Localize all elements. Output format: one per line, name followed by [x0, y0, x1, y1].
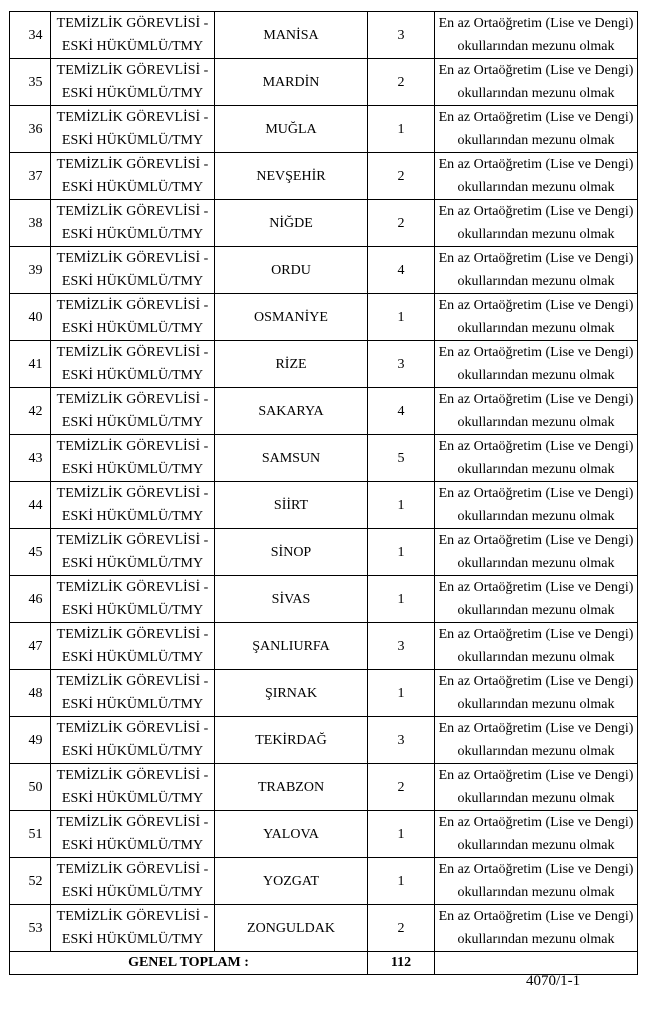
position-title [51, 247, 215, 294]
requirement-line2: okullarından mezunu olmak [457, 603, 615, 618]
education-requirement [435, 59, 638, 106]
row-number: 48 [10, 670, 51, 717]
requirement-line2: okullarından mezunu olmak [457, 415, 615, 430]
position-count: 3 [368, 623, 435, 670]
requirement-line2: okullarından mezunu olmak [457, 838, 615, 853]
position-title [51, 200, 215, 247]
position-title-line1: TEMİZLİK GÖREVLİSİ - [56, 392, 209, 407]
requirement-line1: En az Ortaöğretim (Lise ve Dengi) [438, 63, 634, 78]
requirement-line2: okullarından mezunu olmak [457, 86, 615, 101]
table-row [10, 294, 638, 341]
total-label: GENEL TOPLAM : [10, 952, 368, 975]
requirement-line2: okullarından mezunu olmak [457, 509, 615, 524]
position-title [51, 59, 215, 106]
position-count: 3 [368, 341, 435, 388]
requirement-line1: En az Ortaöğretim (Lise ve Dengi) [438, 721, 634, 736]
requirement-line1: En az Ortaöğretim (Lise ve Dengi) [438, 157, 634, 172]
position-title-line1: TEMİZLİK GÖREVLİSİ - [56, 768, 209, 783]
position-count: 3 [368, 717, 435, 764]
requirement-line1: En az Ortaöğretim (Lise ve Dengi) [438, 580, 634, 595]
city-name: SAMSUN [215, 435, 368, 482]
table-row [10, 12, 638, 59]
table-row [10, 858, 638, 905]
position-count: 1 [368, 670, 435, 717]
table-row [10, 576, 638, 623]
position-title [51, 858, 215, 905]
position-count: 2 [368, 59, 435, 106]
position-title-line1: TEMİZLİK GÖREVLİSİ - [56, 110, 209, 125]
position-title-line1: TEMİZLİK GÖREVLİSİ - [56, 439, 209, 454]
position-title [51, 529, 215, 576]
city-name: SİNOP [215, 529, 368, 576]
education-requirement [435, 670, 638, 717]
position-title [51, 623, 215, 670]
education-requirement [435, 482, 638, 529]
position-title-line2: ESKİ HÜKÜMLÜ/TMY [61, 39, 204, 54]
row-number: 40 [10, 294, 51, 341]
position-title-line2: ESKİ HÜKÜMLÜ/TMY [61, 791, 204, 806]
position-title-line1: TEMİZLİK GÖREVLİSİ - [56, 580, 209, 595]
education-requirement [435, 717, 638, 764]
position-title-line2: ESKİ HÜKÜMLÜ/TMY [61, 697, 204, 712]
requirement-line1: En az Ortaöğretim (Lise ve Dengi) [438, 768, 634, 783]
position-title [51, 717, 215, 764]
position-title-line1: TEMİZLİK GÖREVLİSİ - [56, 486, 209, 501]
requirement-line2: okullarından mezunu olmak [457, 650, 615, 665]
position-title-line1: TEMİZLİK GÖREVLİSİ - [56, 627, 209, 642]
position-title [51, 811, 215, 858]
education-requirement [435, 294, 638, 341]
position-count: 1 [368, 858, 435, 905]
table-row [10, 670, 638, 717]
education-requirement [435, 106, 638, 153]
requirement-line2: okullarından mezunu olmak [457, 885, 615, 900]
position-table [9, 11, 638, 975]
position-title [51, 905, 215, 952]
position-title-line1: TEMİZLİK GÖREVLİSİ - [56, 862, 209, 877]
total-row [10, 952, 638, 975]
position-title-line2: ESKİ HÜKÜMLÜ/TMY [61, 556, 204, 571]
requirement-line2: okullarından mezunu olmak [457, 227, 615, 242]
position-title-line2: ESKİ HÜKÜMLÜ/TMY [61, 415, 204, 430]
requirement-line1: En az Ortaöğretim (Lise ve Dengi) [438, 815, 634, 830]
position-title-line2: ESKİ HÜKÜMLÜ/TMY [61, 744, 204, 759]
row-number: 41 [10, 341, 51, 388]
position-title-line1: TEMİZLİK GÖREVLİSİ - [56, 157, 209, 172]
education-requirement [435, 247, 638, 294]
table-row [10, 59, 638, 106]
requirement-line2: okullarından mezunu olmak [457, 744, 615, 759]
position-title-line2: ESKİ HÜKÜMLÜ/TMY [61, 509, 204, 524]
requirement-line2: okullarından mezunu olmak [457, 321, 615, 336]
table-row [10, 388, 638, 435]
city-name: MUĞLA [215, 106, 368, 153]
position-title-line1: TEMİZLİK GÖREVLİSİ - [56, 674, 209, 689]
position-title-line2: ESKİ HÜKÜMLÜ/TMY [61, 650, 204, 665]
position-title-line2: ESKİ HÜKÜMLÜ/TMY [61, 86, 204, 101]
requirement-line1: En az Ortaöğretim (Lise ve Dengi) [438, 627, 634, 642]
position-title-line1: TEMİZLİK GÖREVLİSİ - [56, 16, 209, 31]
table-row [10, 905, 638, 952]
requirement-line1: En az Ortaöğretim (Lise ve Dengi) [438, 204, 634, 219]
position-title-line1: TEMİZLİK GÖREVLİSİ - [56, 204, 209, 219]
city-name: MARDİN [215, 59, 368, 106]
requirement-line1: En az Ortaöğretim (Lise ve Dengi) [438, 298, 634, 313]
position-title-line2: ESKİ HÜKÜMLÜ/TMY [61, 885, 204, 900]
table-row [10, 623, 638, 670]
position-title-line2: ESKİ HÜKÜMLÜ/TMY [61, 368, 204, 383]
position-title-line1: TEMİZLİK GÖREVLİSİ - [56, 815, 209, 830]
total-empty-cell [435, 952, 638, 975]
table-row [10, 482, 638, 529]
requirement-line1: En az Ortaöğretim (Lise ve Dengi) [438, 674, 634, 689]
total-value: 112 [368, 952, 435, 975]
position-title-line1: TEMİZLİK GÖREVLİSİ - [56, 909, 209, 924]
requirement-line1: En az Ortaöğretim (Lise ve Dengi) [438, 533, 634, 548]
position-count: 1 [368, 576, 435, 623]
table-row [10, 717, 638, 764]
position-title-line2: ESKİ HÜKÜMLÜ/TMY [61, 227, 204, 242]
requirement-line1: En az Ortaöğretim (Lise ve Dengi) [438, 16, 634, 31]
position-title-line1: TEMİZLİK GÖREVLİSİ - [56, 63, 209, 78]
position-title-line2: ESKİ HÜKÜMLÜ/TMY [61, 462, 204, 477]
city-name: TEKİRDAĞ [215, 717, 368, 764]
row-number: 47 [10, 623, 51, 670]
position-count: 1 [368, 811, 435, 858]
education-requirement [435, 435, 638, 482]
city-name: ZONGULDAK [215, 905, 368, 952]
position-title-line1: TEMİZLİK GÖREVLİSİ - [56, 721, 209, 736]
position-count: 4 [368, 388, 435, 435]
position-title-line2: ESKİ HÜKÜMLÜ/TMY [61, 321, 204, 336]
row-number: 36 [10, 106, 51, 153]
position-title-line1: TEMİZLİK GÖREVLİSİ - [56, 298, 209, 313]
city-name: SİİRT [215, 482, 368, 529]
city-name: MANİSA [215, 12, 368, 59]
requirement-line1: En az Ortaöğretim (Lise ve Dengi) [438, 439, 634, 454]
education-requirement [435, 623, 638, 670]
row-number: 42 [10, 388, 51, 435]
city-name: ORDU [215, 247, 368, 294]
requirement-line2: okullarından mezunu olmak [457, 791, 615, 806]
requirement-line1: En az Ortaöğretim (Lise ve Dengi) [438, 862, 634, 877]
education-requirement [435, 12, 638, 59]
requirement-line1: En az Ortaöğretim (Lise ve Dengi) [438, 392, 634, 407]
requirement-line2: okullarından mezunu olmak [457, 697, 615, 712]
position-count: 1 [368, 482, 435, 529]
position-count: 5 [368, 435, 435, 482]
row-number: 46 [10, 576, 51, 623]
position-title-line1: TEMİZLİK GÖREVLİSİ - [56, 533, 209, 548]
row-number: 43 [10, 435, 51, 482]
position-title [51, 294, 215, 341]
row-number: 34 [10, 12, 51, 59]
city-name: YALOVA [215, 811, 368, 858]
row-number: 53 [10, 905, 51, 952]
requirement-line2: okullarından mezunu olmak [457, 556, 615, 571]
position-title-line2: ESKİ HÜKÜMLÜ/TMY [61, 180, 204, 195]
row-number: 45 [10, 529, 51, 576]
page-code: 4070/1-1 [526, 973, 581, 989]
education-requirement [435, 529, 638, 576]
position-title-line2: ESKİ HÜKÜMLÜ/TMY [61, 838, 204, 853]
education-requirement [435, 764, 638, 811]
table-row [10, 435, 638, 482]
education-requirement [435, 905, 638, 952]
education-requirement [435, 341, 638, 388]
row-number: 39 [10, 247, 51, 294]
position-title [51, 12, 215, 59]
position-count: 1 [368, 106, 435, 153]
education-requirement [435, 200, 638, 247]
position-count: 1 [368, 529, 435, 576]
position-title [51, 576, 215, 623]
requirement-line2: okullarından mezunu olmak [457, 180, 615, 195]
requirement-line2: okullarından mezunu olmak [457, 462, 615, 477]
position-title [51, 764, 215, 811]
row-number: 52 [10, 858, 51, 905]
row-number: 35 [10, 59, 51, 106]
position-title-line1: TEMİZLİK GÖREVLİSİ - [56, 251, 209, 266]
row-number: 37 [10, 153, 51, 200]
row-number: 44 [10, 482, 51, 529]
education-requirement [435, 858, 638, 905]
position-title-line2: ESKİ HÜKÜMLÜ/TMY [61, 133, 204, 148]
city-name: TRABZON [215, 764, 368, 811]
requirement-line1: En az Ortaöğretim (Lise ve Dengi) [438, 345, 634, 360]
requirement-line1: En az Ortaöğretim (Lise ve Dengi) [438, 486, 634, 501]
requirement-line1: En az Ortaöğretim (Lise ve Dengi) [438, 909, 634, 924]
position-title [51, 670, 215, 717]
row-number: 50 [10, 764, 51, 811]
table-body [10, 12, 638, 952]
city-name: SİVAS [215, 576, 368, 623]
table-row [10, 811, 638, 858]
position-title-line2: ESKİ HÜKÜMLÜ/TMY [61, 603, 204, 618]
position-title [51, 435, 215, 482]
position-title-line2: ESKİ HÜKÜMLÜ/TMY [61, 932, 204, 947]
position-count: 3 [368, 12, 435, 59]
position-title-line1: TEMİZLİK GÖREVLİSİ - [56, 345, 209, 360]
requirement-line2: okullarından mezunu olmak [457, 368, 615, 383]
city-name: YOZGAT [215, 858, 368, 905]
position-count: 2 [368, 905, 435, 952]
position-count: 4 [368, 247, 435, 294]
position-title [51, 106, 215, 153]
position-title [51, 341, 215, 388]
education-requirement [435, 576, 638, 623]
table-row [10, 153, 638, 200]
requirement-line2: okullarından mezunu olmak [457, 932, 615, 947]
city-name: NEVŞEHİR [215, 153, 368, 200]
city-name: NİĞDE [215, 200, 368, 247]
requirement-line1: En az Ortaöğretim (Lise ve Dengi) [438, 110, 634, 125]
position-title [51, 482, 215, 529]
city-name: OSMANİYE [215, 294, 368, 341]
position-count: 1 [368, 294, 435, 341]
row-number: 49 [10, 717, 51, 764]
city-name: SAKARYA [215, 388, 368, 435]
table-row [10, 106, 638, 153]
position-title [51, 388, 215, 435]
city-name: ŞANLIURFA [215, 623, 368, 670]
education-requirement [435, 388, 638, 435]
row-number: 51 [10, 811, 51, 858]
requirement-line1: En az Ortaöğretim (Lise ve Dengi) [438, 251, 634, 266]
requirement-line2: okullarından mezunu olmak [457, 39, 615, 54]
requirement-line2: okullarından mezunu olmak [457, 274, 615, 289]
requirement-line2: okullarından mezunu olmak [457, 133, 615, 148]
row-number: 38 [10, 200, 51, 247]
education-requirement [435, 153, 638, 200]
table-row [10, 200, 638, 247]
position-title [51, 153, 215, 200]
table-row [10, 529, 638, 576]
position-title-line2: ESKİ HÜKÜMLÜ/TMY [61, 274, 204, 289]
city-name: RİZE [215, 341, 368, 388]
position-count: 2 [368, 200, 435, 247]
education-requirement [435, 811, 638, 858]
position-count: 2 [368, 153, 435, 200]
table-row [10, 764, 638, 811]
table-row [10, 247, 638, 294]
city-name: ŞIRNAK [215, 670, 368, 717]
table-row [10, 341, 638, 388]
position-count: 2 [368, 764, 435, 811]
